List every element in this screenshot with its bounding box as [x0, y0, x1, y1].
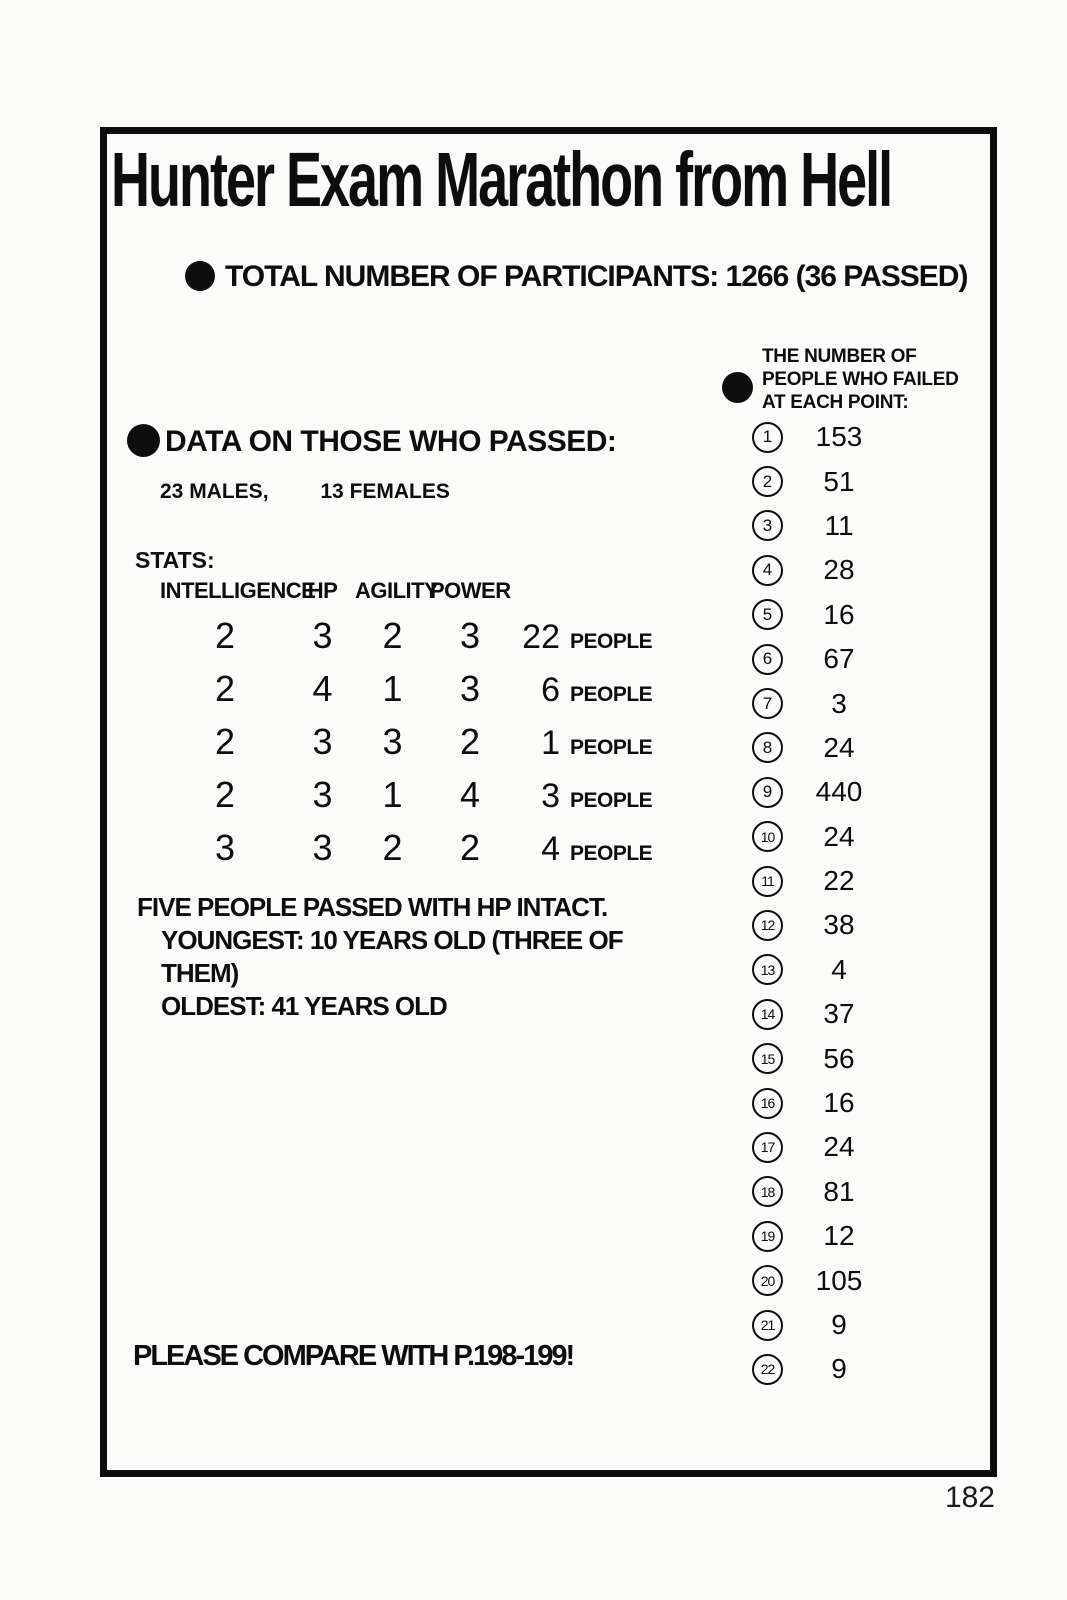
- failed-point-row: [752, 593, 899, 637]
- stats-row: [160, 612, 652, 665]
- failed-point-row: [752, 1081, 899, 1125]
- stat-people-count: 3: [541, 777, 560, 815]
- stat-agility: 2: [382, 615, 403, 656]
- stats-header-intelligence: INTELLIGENCE: [160, 578, 316, 603]
- stat-people-count: 4: [541, 830, 560, 868]
- stats-row: [160, 824, 652, 877]
- failed-count: 22: [823, 865, 855, 897]
- stat-people-count: 6: [541, 671, 560, 709]
- point-number-circled: 20: [752, 1265, 783, 1296]
- failed-count: 11: [824, 509, 854, 541]
- failed-count: 67: [823, 643, 855, 675]
- failed-heading-line: AT EACH POINT:: [762, 392, 909, 413]
- failed-point-row: [752, 992, 899, 1036]
- failed-point-row: [752, 1303, 899, 1347]
- stats-header-agility: AGILITY: [355, 578, 439, 603]
- stat-agility: 1: [382, 774, 403, 815]
- stats-header-hp: HP: [307, 578, 338, 603]
- failed-count: 16: [823, 598, 855, 630]
- point-number-circled: 2: [752, 466, 783, 497]
- passed-notes: [137, 891, 623, 1023]
- total-participants-line: TOTAL NUMBER OF PARTICIPANTS: 1266 (36 PASSED): [225, 260, 968, 293]
- failed-count: 153: [815, 421, 863, 453]
- stat-intelligence: 2: [214, 721, 236, 762]
- bullet-icon: [185, 261, 215, 291]
- failed-count: 24: [823, 731, 855, 763]
- point-number-circled: 13: [752, 954, 783, 985]
- failed-point-row: [752, 459, 899, 503]
- failed-count: 105: [815, 1264, 863, 1296]
- males-count: 23 MALES,: [160, 480, 269, 503]
- failed-count: 440: [815, 776, 863, 808]
- note-line: YOUNGEST: 10 YEARS OLD (THREE OF: [161, 925, 623, 955]
- point-number-circled: 22: [752, 1354, 783, 1385]
- stat-intelligence: 2: [214, 615, 236, 656]
- stats-label: STATS:: [135, 547, 215, 573]
- stat-power: 2: [459, 827, 481, 868]
- stats-header-row: [160, 578, 510, 604]
- note-line: FIVE PEOPLE PASSED WITH HP INTACT.: [137, 892, 608, 922]
- page-number: 182: [944, 1481, 995, 1514]
- failed-heading-line: PEOPLE WHO FAILED: [762, 369, 959, 390]
- stat-hp: 3: [312, 827, 333, 868]
- point-number-circled: 19: [752, 1221, 783, 1252]
- point-number-circled: 14: [752, 999, 783, 1030]
- point-number-circled: 16: [752, 1088, 783, 1119]
- page-frame: [100, 127, 997, 1477]
- bullet-icon: [722, 372, 753, 403]
- failed-point-row: [752, 1036, 899, 1080]
- bullet-icon: [127, 424, 160, 457]
- stat-hp: 3: [312, 721, 333, 762]
- stat-people-unit: PEOPLE: [570, 630, 653, 653]
- failed-point-row: [752, 770, 899, 814]
- failed-point-row: [752, 548, 899, 592]
- point-number-circled: 11: [752, 866, 783, 897]
- stat-agility: 2: [382, 827, 403, 868]
- point-number-circled: 6: [752, 644, 783, 675]
- stat-hp: 3: [312, 615, 333, 656]
- stat-intelligence: 2: [214, 774, 236, 815]
- point-number-circled: 1: [752, 422, 783, 453]
- point-number-circled: 12: [752, 910, 783, 941]
- stats-row: [160, 718, 652, 771]
- failed-point-row: [752, 1125, 899, 1169]
- stat-power: 2: [459, 721, 481, 762]
- point-number-circled: 7: [752, 688, 783, 719]
- failed-count: 12: [823, 1220, 855, 1252]
- failed-section-heading: [762, 345, 959, 414]
- failed-count: 16: [823, 1087, 855, 1119]
- failed-count: 56: [823, 1042, 855, 1074]
- point-number-circled: 9: [752, 777, 783, 808]
- failed-point-row: [752, 1214, 899, 1258]
- point-number-circled: 8: [752, 732, 783, 763]
- failed-point-row: [752, 948, 899, 992]
- stat-people-unit: PEOPLE: [570, 789, 653, 812]
- failed-point-row: [752, 1170, 899, 1214]
- stat-power: 4: [459, 774, 481, 815]
- failed-count: 37: [823, 998, 855, 1030]
- stats-row: [160, 665, 652, 718]
- stat-power: 3: [459, 668, 481, 709]
- point-number-circled: 3: [752, 510, 783, 541]
- point-number-circled: 5: [752, 599, 783, 630]
- compare-note: PLEASE COMPARE WITH P.198-199!: [133, 1340, 574, 1372]
- page-title: Hunter Exam Marathon from Hell: [111, 137, 892, 223]
- stats-header-power: POWER: [430, 578, 511, 603]
- stats-rows: [160, 612, 652, 877]
- failed-count: 24: [823, 1131, 855, 1163]
- failed-point-row: [752, 1347, 899, 1391]
- stat-intelligence: 2: [214, 668, 236, 709]
- failed-count: 4: [831, 953, 847, 985]
- failed-count: 24: [823, 820, 855, 852]
- stats-row: [160, 771, 652, 824]
- passed-gender-counts: [160, 480, 496, 504]
- note-line: OLDEST: 41 YEARS OLD: [161, 991, 447, 1021]
- failed-point-row: [752, 859, 899, 903]
- point-number-circled: 10: [752, 821, 783, 852]
- stat-people-count: 22: [522, 618, 560, 656]
- point-number-circled: 17: [752, 1132, 783, 1163]
- failed-count: 51: [823, 465, 855, 497]
- stat-people-unit: PEOPLE: [570, 736, 653, 759]
- point-number-circled: 21: [752, 1310, 783, 1341]
- note-line: THEM): [161, 958, 239, 988]
- failed-point-row: [752, 504, 899, 548]
- failed-point-row: [752, 726, 899, 770]
- failed-point-row: [752, 415, 899, 459]
- stat-people-unit: PEOPLE: [570, 842, 653, 865]
- failed-count: 28: [823, 554, 855, 586]
- failed-count: 9: [831, 1353, 847, 1385]
- stat-agility: 1: [382, 668, 403, 709]
- failed-count: 81: [823, 1175, 855, 1207]
- failed-point-row: [752, 815, 899, 859]
- failed-point-row: [752, 637, 899, 681]
- females-count: 13 FEMALES: [320, 480, 450, 503]
- point-number-circled: 4: [752, 555, 783, 586]
- point-number-circled: 18: [752, 1176, 783, 1207]
- failed-count: 3: [831, 687, 847, 719]
- stat-hp: 4: [312, 668, 333, 709]
- stat-power: 3: [459, 615, 481, 656]
- failed-point-row: [752, 1258, 899, 1302]
- point-number-circled: 15: [752, 1043, 783, 1074]
- failed-point-row: [752, 681, 899, 725]
- stat-people-count: 1: [541, 724, 560, 762]
- stat-people-unit: PEOPLE: [570, 683, 653, 706]
- failed-point-row: [752, 903, 899, 947]
- failed-count: 9: [831, 1309, 847, 1340]
- stat-agility: 3: [382, 721, 403, 762]
- passed-section-heading: DATA ON THOSE WHO PASSED:: [165, 425, 617, 458]
- stat-hp: 3: [312, 774, 333, 815]
- stat-intelligence: 3: [214, 827, 236, 868]
- failed-count: 38: [823, 909, 855, 941]
- failed-heading-line: THE NUMBER OF: [762, 346, 917, 367]
- failed-list: [752, 415, 899, 1392]
